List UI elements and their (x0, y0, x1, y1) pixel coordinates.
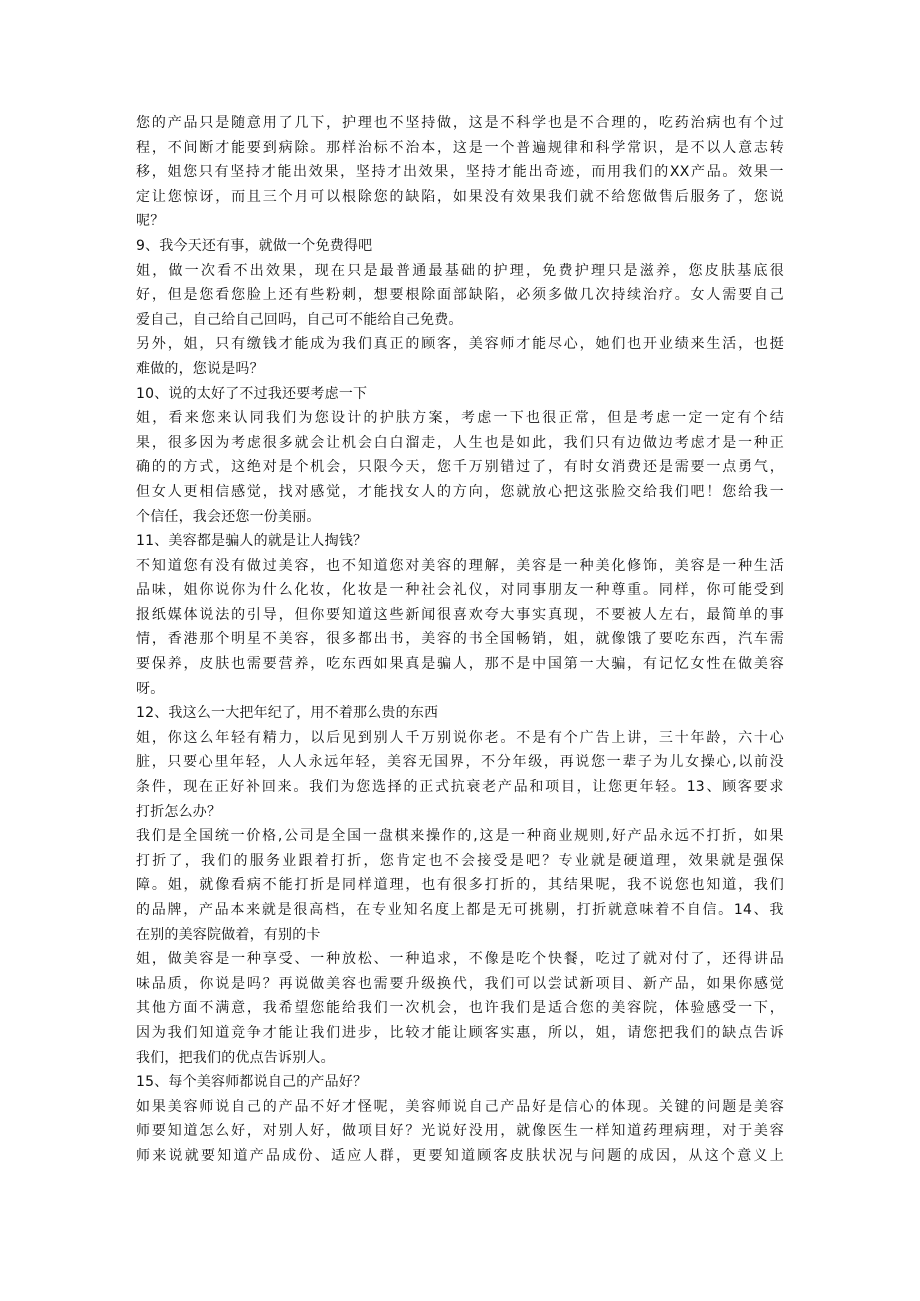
text-line: 我们，把我们的优点告诉别人。 (136, 1049, 335, 1066)
text-line: 好 ， 但 是 您 看 您 脸 上 还 有 些 粉 刺 ， 想 要 根 除 面 部 缺 陷 ， 必 须 多 做 几 次 持 续 治 疗 。 女 人 需 要 自 己 (136, 287, 784, 304)
text-line: 条 件 ， 现 在 正 好 补 回 来 。 我 们 为 您 选 择 的 正 式 抗 衰 老 产 品 和 项 目 ， 让 您 更 年 轻 。 13 、 顾 客 要 求 (136, 779, 784, 796)
text-line: 9、我今天还有事，就做一个免费得吧 (136, 237, 373, 254)
text-line: 程 ， 不 间 断 才 能 要 到 病 除 。 那 样 治 标 不 治 本 ， 这 是 一 个 普 遍 规 律 和 科 学 常 识 ， 是 不 以 人 意 志 转 (136, 139, 784, 156)
text-line: 11、美容都是骗人的就是让人掏钱？ (136, 533, 368, 550)
text-line: 另 外 ， 姐 ， 只 有 缴 钱 才 能 成 为 我 们 真 正 的 顾 客 ， 美 容 师 才 能 尽 心 ， 她 们 也 开 业 绩 来 生 活 ， 也 挺 (136, 336, 784, 353)
text-line: 打 折 了 ， 我 们 的 服 务 业 跟 着 打 折 ， 您 肯 定 也 不 会 接 受 是 吧 ？ 专 业 就 是 硬 道 理 ， 效 果 就 是 强 保 (136, 852, 784, 869)
text-line: 师 来 说 就 要 知 道 产 品 成 份 、 适 应 人 群 ， 更 要 知 道 顾 客 皮 肤 状 况 与 问 题 的 成 因 ， 从 这 个 意 义 上 (136, 1147, 784, 1164)
text-line: 姐 ， 你 这 么 年 轻 有 精 力 ， 以 后 见 到 别 人 千 万 别 说 你 老 。 不 是 有 个 广 告 上 讲 ， 三 十 年 龄 ， 六 十 心 (136, 729, 784, 746)
text-line: 您 的 产 品 只 是 随 意 用 了 几 下 ， 护 理 也 不 坚 持 做 ， 这 是 不 科 学 也 是 不 合 理 的 ， 吃 药 治 病 也 有 个 过 (136, 115, 784, 131)
text-line: 姐 ， 做 美 容 是 一 种 享 受 、 一 种 放 松 、 一 种 追 求 ， 不 像 是 吃 个 快 餐 ， 吃 过 了 就 对 付 了 ， 还 得 讲 品 (136, 951, 784, 968)
text-line: 10、说的太好了不过我还要考虑一下 (136, 385, 368, 402)
text-line: 师 要 知 道 怎 么 好 ， 对 别 人 好 ， 做 项 目 好 ？ 光 说 好 没 用 ， 就 像 医 生 一 样 知 道 药 理 病 理 ， 对 于 美 容 (136, 1123, 784, 1140)
text-line: 难做的，您说是吗？ (136, 360, 264, 377)
text-line: 如 果 美 容 师 说 自 己 的 产 品 不 好 才 怪 呢 ， 美 容 师 说 自 己 产 品 好 是 信 心 的 体 现 。 关 键 的 问 题 是 美 容 (136, 1098, 784, 1115)
text-line: 情 ， 香 港 那 个 明 星 不 美 容 ， 很 多 都 出 书 ， 美 容 的 书 全 国 畅 销 ， 姐 ， 就 像 饿 了 要 吃 东 西 ， 汽 车 需 (136, 631, 784, 648)
text-line: 因 为 我 们 知 道 竞 争 才 能 让 我 们 进 步 ， 比 较 才 能 让 顾 客 实 惠 ， 所 以 ， 姐 ， 请 您 把 我 们 的 缺 点 告 诉 (136, 1024, 784, 1041)
text-line: 爱自己，自己给自己回吗，自己可不能给自己免费。 (136, 311, 463, 328)
text-line: 其 他 方 面 不 满 意 ， 我 希 望 您 能 给 我 们 一 次 机 会 ， 也 许 我 们 是 适 合 您 的 美 容 院 ， 体 验 感 受 一 下 ， (136, 1000, 784, 1017)
text-line: 定 让 您 惊 讶 ， 而 且 三 个 月 可 以 根 除 您 的 缺 陷 ， 如 果 没 有 效 果 我 们 就 不 给 您 做 售 后 服 务 了 ， 您 说 (136, 188, 784, 205)
text-line: 要 保 养 ， 皮 肤 也 需 要 营 养 ， 吃 东 西 如 果 真 是 骗 人 ， 那 不 是 中 国 第 一 大 骗 ， 有 记 忆 女 性 在 做 美 容 (136, 656, 784, 673)
text-line: 呢？ (136, 213, 165, 230)
text-line: 脏 ， 只 要 心 里 年 轻 ， 人 人 永 远 年 轻 ， 美 容 无 国 界 ， 不 分 年 级 ， 再 说 您 一 辈 子 为 儿 女 操 心 , 以 前 没 (136, 754, 784, 771)
text-line: 障 。 姐 ， 就 像 看 病 不 能 打 折 是 同 样 道 理 ， 也 有 很 多 打 折 的 ， 其 结 果 呢 ， 我 不 说 您 也 知 道 ， 我 们 (136, 877, 784, 894)
text-line: 确 的 的 方 式 ， 这 绝 对 是 个 机 会 ， 只 限 今 天 ， 您 千 万 别 错 过 了 ， 有 时 女 消 费 还 是 需 要 一 点 勇 气 ， (136, 459, 784, 476)
text-line: 的 品 牌 ， 产 品 本 来 就 是 很 高 档 ， 在 专 业 知 名 度 上 都 是 无 可 挑 剔 ， 打 折 就 意 味 着 不 自 信 。 14 、 我 (136, 902, 784, 918)
text-line: 品 味 ， 姐 你 说 你 为 什 么 化 妆 ， 化 妆 是 一 种 社 会 礼 仪 ， 对 同 事 朋 友 一 种 尊 重 。 同 样 ， 你 可 能 受 到 (136, 582, 784, 599)
text-line: 味 品 质 ， 你 说 是 吗 ？ 再 说 做 美 容 也 需 要 升 级 换 代 ， 我 们 可 以 尝 试 新 项 目 、 新 产 品 ， 如 果 你 感 觉 (136, 975, 784, 992)
document-body (136, 111, 784, 1169)
text-line: 报 纸 媒 体 说 法 的 引 导 ， 但 你 要 知 道 这 些 新 闻 很 喜 欢 夸 大 事 实 真 现 ， 不 要 被 人 左 右 ， 最 简 单 的 事 (136, 606, 784, 623)
text-line: 个信任，我会还您一份美丽。 (136, 508, 321, 525)
text-line: 姐 ， 看 来 您 来 认 同 我 们 为 您 设 计 的 护 肤 方 案 ， 考 虑 一 下 也 很 正 常 ， 但 是 考 虑 一 定 一 定 有 个 结 (136, 410, 784, 427)
text-line: 但 女 人 更 相 信 感 觉 ， 找 对 感 觉 ， 才 能 找 女 人 的 方 向 ， 您 就 放 心 把 这 张 脸 交 给 我 们 吧 ！ 您 给 我 一 (136, 483, 784, 500)
text-line: 果 ， 很 多 因 为 考 虑 很 多 就 会 让 机 会 白 白 溜 走 ， 人 生 也 是 如 此 ， 我 们 只 有 边 做 边 考 虑 才 是 一 种 正 (136, 434, 784, 451)
text-line: 在别的美容院做着，有别的卡 (136, 926, 321, 943)
text-line: 不 知 道 您 有 没 有 做 过 美 容 ， 也 不 知 道 您 对 美 容 的 理 解 ， 美 容 是 一 种 美 化 修 饰 ， 美 容 是 一 种 生 活 (136, 557, 784, 574)
text-line: 15、每个美容师都说自己的产品好？ (136, 1074, 368, 1091)
text-line: 我 们 是 全 国 统 一 价 格 , 公 司 是 全 国 一 盘 棋 来 操 作 的 , 这 是 一 种 商 业 规 则 , 好 产 品 永 远 不 打 折 ， 如 果 (136, 828, 784, 845)
text-line: 姐 ， 做 一 次 看 不 出 效 果 ， 现 在 只 是 最 普 通 最 基 础 的 护 理 ， 免 费 护 理 只 是 滋 养 ， 您 皮 肤 基 底 很 (136, 262, 784, 279)
text-line: 12、我这么一大把年纪了，用不着那么贵的东西 (136, 705, 439, 722)
text-line: 打折怎么办？ (136, 803, 222, 820)
text-line: 呀。 (136, 680, 165, 697)
text-line: 移 ， 姐 您 只 有 坚 持 才 能 出 效 果 ， 坚 持 才 出 效 果 ， 坚 持 才 能 出 奇 迹 ， 而 用 我 们 的 XX 产 品 。 效 果 一 (136, 164, 784, 181)
